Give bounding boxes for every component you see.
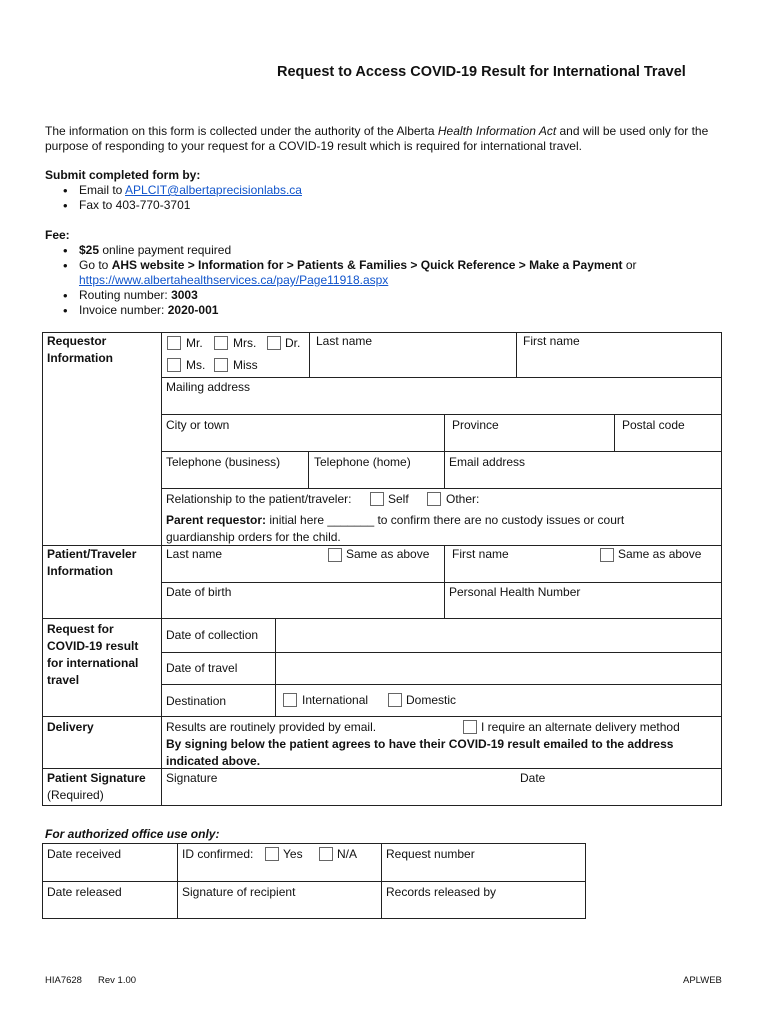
travel-date-field[interactable]	[275, 652, 722, 685]
date-received-label: Date received	[47, 847, 122, 861]
id-na-checkbox[interactable]	[319, 847, 333, 861]
goto-path: AHS website > Information for > Patients & Families > Quick Reference > Make a Payment	[111, 258, 623, 272]
records-released-label: Records released by	[386, 885, 497, 899]
collection-label-cell	[161, 618, 276, 653]
footer-code: APLWEB	[683, 975, 722, 986]
ms-label: Ms.	[186, 358, 206, 372]
delivery-label: Delivery	[47, 720, 94, 734]
email-address-label: Email address	[449, 455, 526, 469]
phn-field[interactable]	[444, 582, 722, 619]
request-label-2: COVID-19 result	[47, 639, 139, 653]
recipient-signature-field[interactable]	[177, 881, 382, 919]
first-same-as-above-label: Same as above	[618, 547, 702, 561]
request-label: Request for	[47, 622, 114, 636]
delivery-label-cell	[42, 716, 162, 769]
domestic-label: Domestic	[406, 693, 457, 707]
patient-label-cell	[42, 545, 162, 619]
signature-label-cell	[42, 768, 162, 806]
office-use-heading: For authorized office use only:	[45, 827, 220, 841]
routing-label: Routing number:	[79, 288, 172, 302]
intro-part1: The information on this form is collected under the authority of the Alberta	[45, 124, 438, 138]
dr-checkbox[interactable]	[267, 336, 281, 350]
id-confirmed-cell	[177, 843, 382, 882]
signature-date-label: Date	[520, 771, 546, 785]
request-number-label: Request number	[386, 847, 475, 861]
miss-checkbox[interactable]	[214, 358, 228, 372]
patient-first-name-field[interactable]	[444, 545, 722, 583]
goto-prefix: Go to	[79, 258, 112, 272]
ms-checkbox[interactable]	[167, 358, 181, 372]
domestic-checkbox[interactable]	[388, 693, 402, 707]
request-number-field[interactable]	[381, 843, 586, 882]
email-prefix: Email to	[79, 183, 126, 197]
international-checkbox[interactable]	[283, 693, 297, 707]
dob-field[interactable]	[161, 582, 445, 619]
request-label-4: travel	[47, 673, 80, 687]
date-released-field[interactable]	[42, 881, 178, 919]
tel-home-label: Telephone (home)	[314, 455, 411, 469]
requestor-first-name-label: First name	[523, 334, 580, 348]
requestor-last-name-field[interactable]	[309, 332, 517, 378]
self-label: Self	[388, 492, 409, 506]
signature-field[interactable]	[161, 768, 722, 806]
dr-label: Dr.	[285, 336, 301, 350]
id-na-label: N/A	[337, 847, 358, 861]
other-checkbox[interactable]	[427, 492, 441, 506]
self-checkbox[interactable]	[370, 492, 384, 506]
date-released-label: Date released	[47, 885, 122, 899]
invoice-number: 2020-001	[167, 303, 219, 317]
international-label: International	[302, 693, 369, 707]
intro-part2: and will be used only for the purpose of responding to your request for a COVID-19 result which is required for international travel.	[45, 124, 709, 153]
delivery-routine-text: Results are routinely provided by email.	[166, 720, 377, 734]
delivery-consent-text: By signing below the patient agrees to have their COVID-19 result emailed to the address indicated above.	[166, 737, 674, 768]
tel-business-field[interactable]	[161, 451, 309, 489]
submit-section	[45, 168, 302, 213]
dob-label: Date of birth	[166, 585, 232, 599]
destination-label: Destination	[166, 694, 227, 708]
postal-code-label: Postal code	[622, 418, 685, 432]
mrs-label: Mrs.	[233, 336, 257, 350]
email-link[interactable]: APLCIT@albertaprecisionlabs.ca	[125, 183, 302, 197]
request-label-cell	[42, 618, 162, 717]
collection-label: Date of collection	[166, 628, 259, 642]
fee-amount: $25	[79, 243, 100, 257]
invoice-label: Invoice number:	[79, 303, 168, 317]
other-label: Other:	[446, 492, 480, 506]
patient-label: Patient/Traveler	[47, 547, 137, 561]
fee-heading: Fee:	[45, 228, 70, 242]
first-same-as-above-checkbox[interactable]	[600, 548, 614, 562]
id-yes-label: Yes	[283, 847, 303, 861]
province-label: Province	[452, 418, 499, 432]
tel-home-field[interactable]	[308, 451, 445, 489]
destination-options-cell	[275, 684, 722, 717]
id-yes-checkbox[interactable]	[265, 847, 279, 861]
submit-email-item	[63, 183, 302, 198]
request-label-3: for international	[47, 656, 139, 670]
travel-label: Date of travel	[166, 661, 238, 675]
delivery-cell	[161, 716, 722, 769]
mailing-address-field[interactable]	[161, 377, 722, 415]
submit-heading: Submit completed form by:	[45, 168, 201, 182]
intro-paragraph	[45, 124, 735, 154]
city-label: City or town	[166, 418, 230, 432]
patient-label-2: Information	[47, 564, 113, 578]
parent-requestor-detail: initial here _______ to confirm there are no custody issues or court guardianship orders for the child.	[166, 513, 625, 544]
fee-amount-item	[63, 243, 637, 258]
signature-required: (Required)	[47, 788, 104, 802]
submit-fax-item: • Fax to 403-770-3701	[63, 198, 302, 213]
mailing-address-label: Mailing address	[166, 380, 251, 394]
id-confirmed-label: ID confirmed:	[182, 847, 254, 861]
phn-label: Personal Health Number	[449, 585, 581, 599]
page-title: Request to Access COVID-19 Result for International Travel	[277, 64, 686, 80]
intro-act-name: Health Information Act	[437, 124, 557, 138]
relationship-label: Relationship to the patient/traveler:	[166, 492, 352, 506]
collection-date-field[interactable]	[275, 618, 722, 653]
patient-first-name-label: First name	[452, 547, 509, 561]
relationship-cell	[161, 488, 722, 546]
footer-form-id: HIA7628	[45, 975, 82, 986]
routing-number: 3003	[171, 288, 198, 302]
signature-text-label: Signature	[166, 771, 218, 785]
parent-requestor-text	[166, 512, 686, 546]
requestor-last-name-label: Last name	[316, 334, 373, 348]
requestor-label: Requestor	[47, 334, 107, 348]
fee-goto-item	[63, 258, 637, 288]
alternate-delivery-checkbox[interactable]	[463, 720, 477, 734]
province-field[interactable]	[444, 414, 615, 452]
patient-last-name-label: Last name	[166, 547, 223, 561]
patient-last-name-field[interactable]	[161, 545, 445, 583]
title-cell	[161, 332, 310, 378]
last-same-as-above-checkbox[interactable]	[328, 548, 342, 562]
recipient-signature-label: Signature of recipient	[182, 885, 296, 899]
mrs-checkbox[interactable]	[214, 336, 228, 350]
mr-label: Mr.	[186, 336, 203, 350]
footer-revision: Rev 1.00	[98, 975, 137, 986]
city-field[interactable]	[161, 414, 445, 452]
email-address-field[interactable]	[444, 451, 722, 489]
last-same-as-above-label: Same as above	[346, 547, 430, 561]
goto-or: or	[622, 258, 637, 272]
fee-amount-text: online payment required	[99, 243, 232, 257]
signature-label: Patient Signature	[47, 771, 146, 785]
destination-label-cell	[161, 684, 276, 717]
fee-routing-item	[63, 288, 637, 303]
fee-section	[45, 228, 637, 318]
tel-business-label: Telephone (business)	[166, 455, 281, 469]
requestor-first-name-field[interactable]	[516, 332, 722, 378]
alternate-delivery-label: I require an alternate delivery method	[481, 720, 680, 734]
requestor-label-2: Information	[47, 351, 113, 365]
parent-requestor-label: Parent requestor:	[166, 513, 267, 527]
miss-label: Miss	[233, 358, 258, 372]
date-received-field[interactable]	[42, 843, 178, 882]
payment-url-link[interactable]: https://www.albertahealthservices.ca/pay/Page11918.aspx	[79, 273, 389, 287]
mr-checkbox[interactable]	[167, 336, 181, 350]
fee-invoice-item	[63, 303, 637, 318]
requestor-label-cell	[42, 332, 162, 546]
records-released-field[interactable]	[381, 881, 586, 919]
travel-label-cell	[161, 652, 276, 685]
postal-code-field[interactable]	[614, 414, 722, 452]
